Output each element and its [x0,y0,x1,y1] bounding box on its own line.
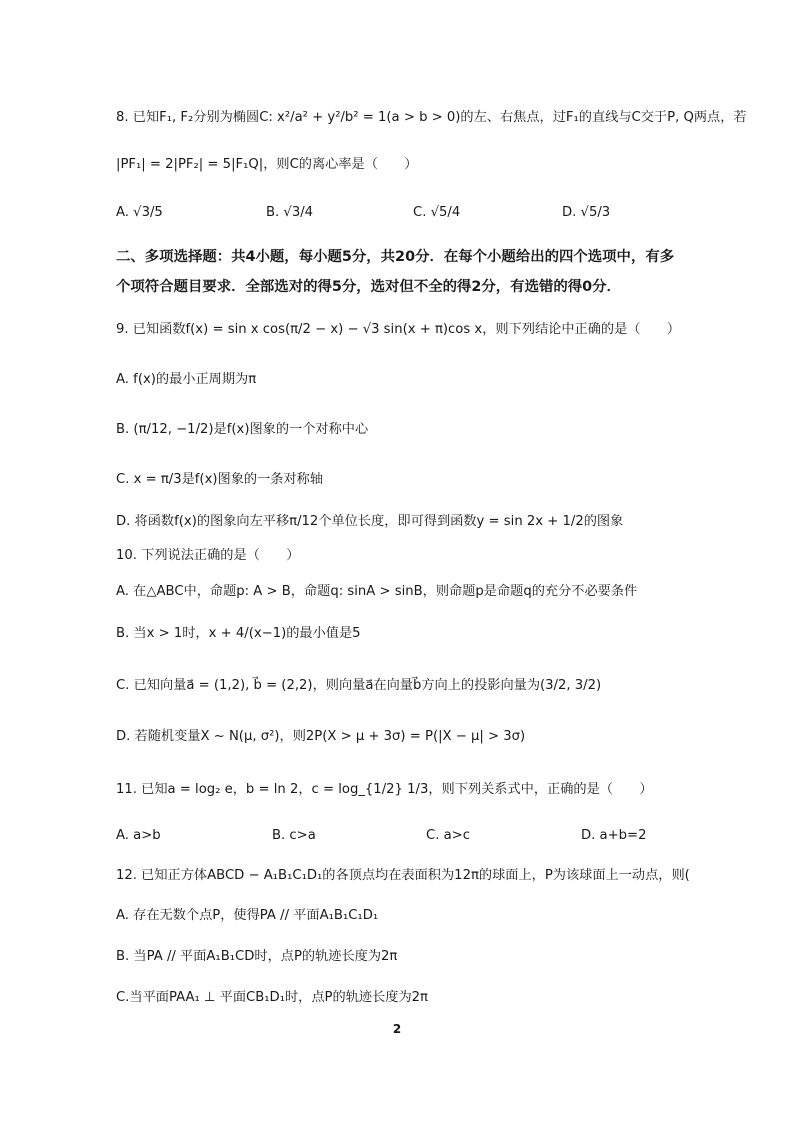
question-8-option-c: C. √5/4 [413,205,461,220]
question-9-option-d: D. 将函数f(x)的图象向左平移π/12个单位长度，即可得到函数y = sin 2x + 1/2的图象 [116,514,624,529]
question-11-choices [116,813,736,859]
question-8-line-1: 8. 已知F₁, F₂分别为椭圆C: x²/a² + y²/b² = 1(a > b > 0)的左、右焦点，过F₁的直线与C交于P, Q两点，若 [116,110,747,125]
question-8-option-d: D. √5/3 [562,205,611,220]
question-9-option-b: B. (π/12, −1/2)是f(x)图象的一个对称中心 [116,422,369,437]
question-10-option-b: B. 当x > 1时，x + 4/(x−1)的最小值是5 [116,626,361,641]
section-2-heading-line-1: 二、多项选择题：共4小题，每小题5分，共20分．在每个小题给出的四个选项中，有多 [116,249,675,265]
question-11-option-c: C. a>c [426,828,470,843]
question-11-option-d: D. a+b=2 [581,828,647,843]
question-10-option-d: D. 若随机变量X ~ N(μ, σ²)，则2P(X > μ + 3σ) = P(|X − μ| > 3σ) [116,729,526,744]
page-number: 2 [392,1022,402,1036]
question-10-option-a: A. 在△ABC中，命题p: A > B，命题q: sinA > sinB，则命题p是命题q的充分不必要条件 [116,584,638,599]
question-11-option-b: B. c>a [272,828,316,843]
question-9-option-a: A. f(x)的最小正周期为π [116,372,257,387]
question-10-option-c: C. 已知向量a⃗ = (1,2), b⃗ = (2,2)，则向量a⃗在向量b⃗方向上的投影向量为(3/2, 3/2) [116,678,602,693]
question-8-choices [116,190,736,236]
question-9-option-c: C. x = π/3是f(x)图象的一条对称轴 [116,472,324,487]
question-12-stem: 12. 已知正方体ABCD − A₁B₁C₁D₁的各顶点均在表面积为12π的球面上，P为该球面上一动点，则( [116,868,690,883]
question-9-stem: 9. 已知函数f(x) = sin x cos(π/2 − x) − √3 sin(x + π)cos x，则下列结论中正确的是（ ） [116,322,681,337]
question-12-option-b: B. 当PA // 平面A₁B₁CD时，点P的轨迹长度为2π [116,949,398,964]
question-10-stem: 10. 下列说法正确的是（ ） [116,548,300,563]
section-2-heading-line-2: 个项符合题目要求．全部选对的得5分，选对但不全的得2分，有选错的得0分． [116,279,621,295]
question-8-option-a: A. √3/5 [116,205,163,220]
question-12-option-a: A. 存在无数个点P，使得PA // 平面A₁B₁C₁D₁ [116,908,379,923]
question-8-option-b: B. √3/4 [266,205,314,220]
question-11-stem: 11. 已知a = log₂ e，b = ln 2，c = log_{1/2} 1/3，则下列关系式中，正确的是（ ） [116,782,653,797]
question-8-line-2: |PF₁| = 2|PF₂| = 5|F₁Q|，则C的离心率是（ ） [116,157,418,172]
question-11-option-a: A. a>b [116,828,161,843]
question-12-option-c: C.当平面PAA₁ ⊥ 平面CB₁D₁时，点P的轨迹长度为2π [116,990,428,1005]
